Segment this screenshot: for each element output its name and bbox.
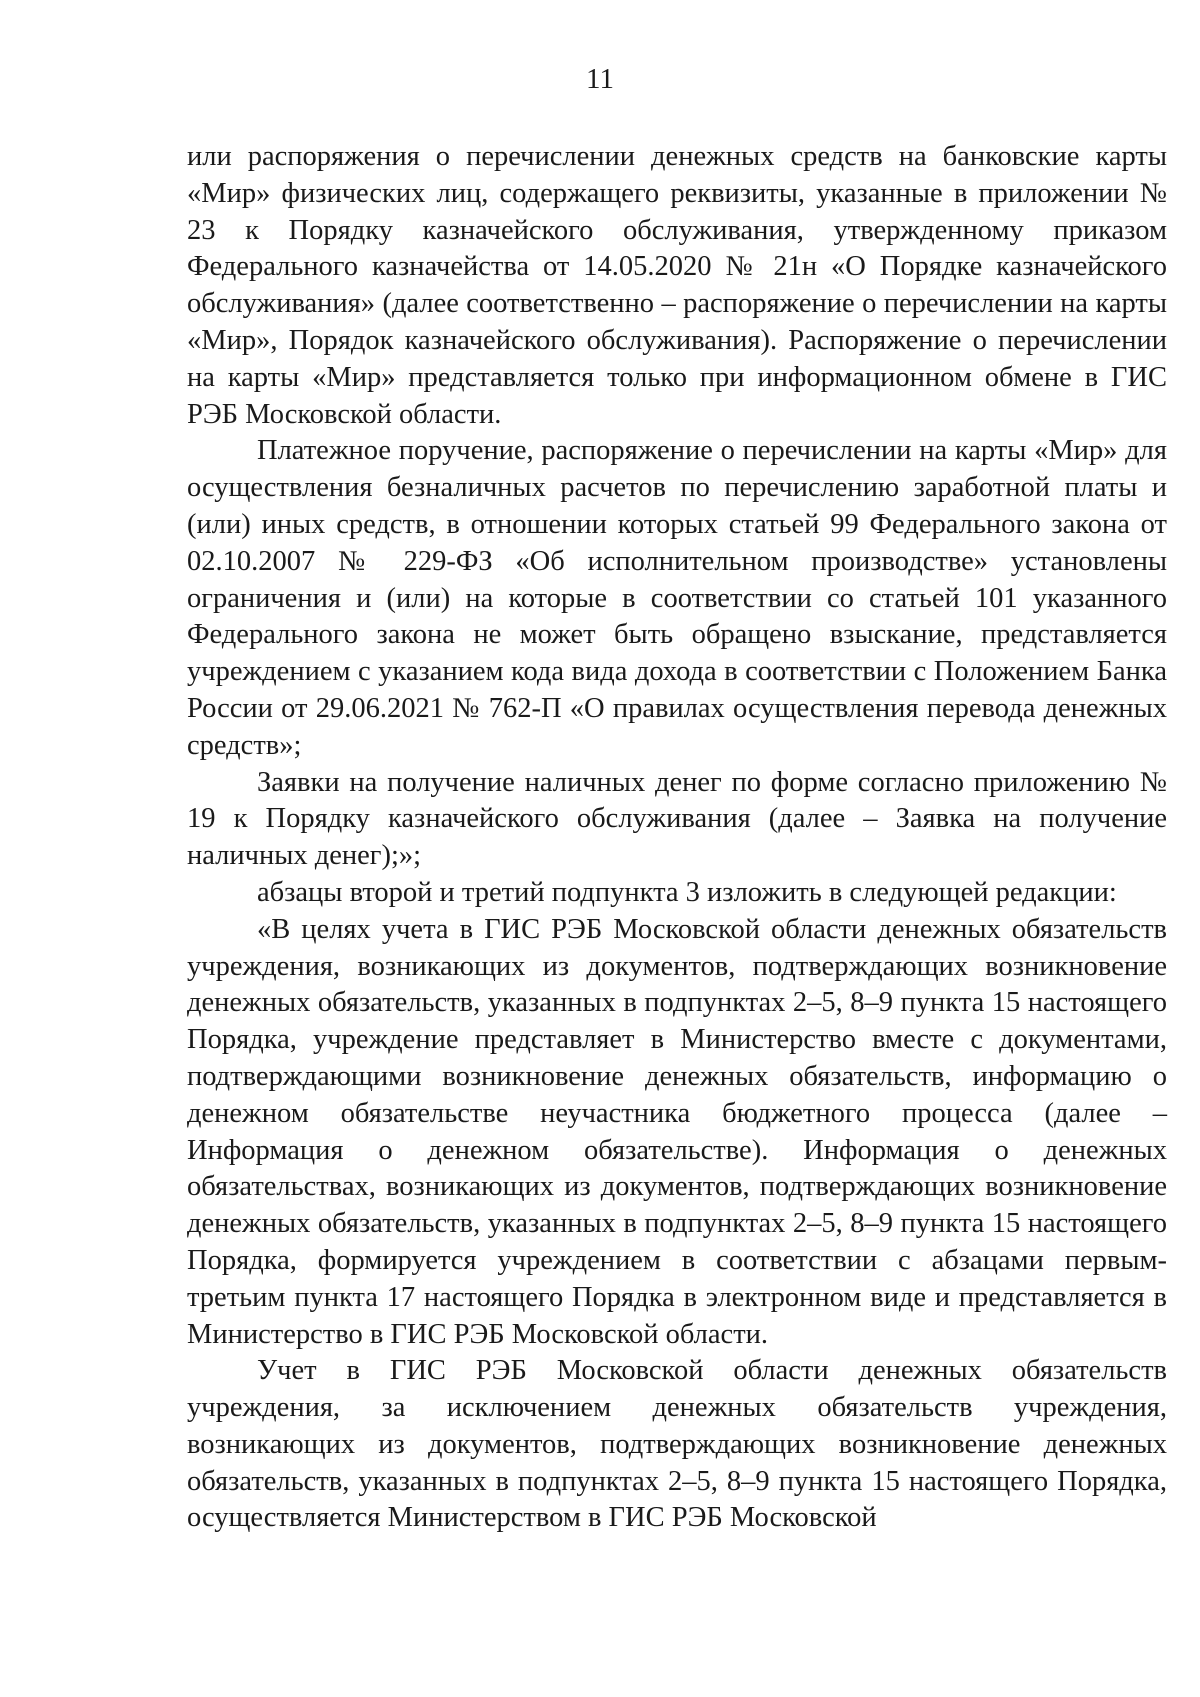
paragraph-continuation: или распоряжения о перечислении денежных средств на банковские карты «Мир» физических лиц, содержащего реквизиты, указанные в приложении № 23 к Порядку казначейского обслуживания, утвержденному приказом Федерального казначейства от 14.05.2020 № 21н «О Порядке казначейского обслуживания» (далее соответственно – распоряжение о перечислении на карты «Мир», Порядок казначейского обслуживания). Распоряжение о перечислении на карты «Мир» представляется только при информационном обмене в ГИС РЭБ Московской области. [187, 141, 1167, 430]
paragraph-amendment-instruction: абзацы второй и третий подпункта 3 изложить в следующей редакции: [257, 876, 1117, 908]
document-body [187, 139, 1167, 1537]
paragraph-cash-request: Заявки на получение наличных денег по форме согласно приложению № 19 к Порядку казначейского обслуживания (далее – Заявка на получение наличных денег);»; [187, 766, 1167, 872]
paragraph-obligations-accounting: «В целях учета в ГИС РЭБ Московской области денежных обязательств учреждения, возникающих из документов, подтверждающих возникновение денежных обязательств, указанных в подпунктах 2–5, 8–9 пункта 15 настоящего Порядка, учреждение представляет в Министерство вместе с документами, подтверждающими возникновение денежных обязательств, информацию о денежном обязательстве неучастника бюджетного процесса (далее – Информация о денежном обязательстве). Информация о денежных обязательствах, возникающих из документов, подтверждающих возникновение денежных обязательств, указанных в подпунктах 2–5, 8–9 пункта 15 настоящего Порядка, формируется учреждением в соответствии с абзацами первым-третьим пункта 17 настоящего Порядка в электронном виде и представляется в Министерство в ГИС РЭБ Московской области. [187, 913, 1167, 1350]
paragraph-obligations-exception: Учет в ГИС РЭБ Московской области денежных обязательств учреждения, за исключением денежных обязательств учреждения, возникающих из документов, подтверждающих возникновение денежных обязательств, указанных в подпунктах 2–5, 8–9 пункта 15 настоящего Порядка, осуществляется Министерством в ГИС РЭБ Московской [187, 1355, 1167, 1534]
page-number: 11 [586, 63, 614, 95]
paragraph-payment-order: Платежное поручение, распоряжение о перечислении на карты «Мир» для осуществления безналичных расчетов по перечислению заработной платы и (или) иных средств, в отношении которых статьей 99 Федерального закона от 02.10.2007 № 229-ФЗ «Об исполнительном производстве» установлены ограничения и (или) на которые в соответствии со статьей 101 указанного Федерального закона не может быть обращено взыскание, представляется учреждением с указанием кода вида дохода в соответствии с Положением Банка России от 29.06.2021 № 762-П «О правилах осуществления перевода денежных средств»; [187, 435, 1167, 761]
